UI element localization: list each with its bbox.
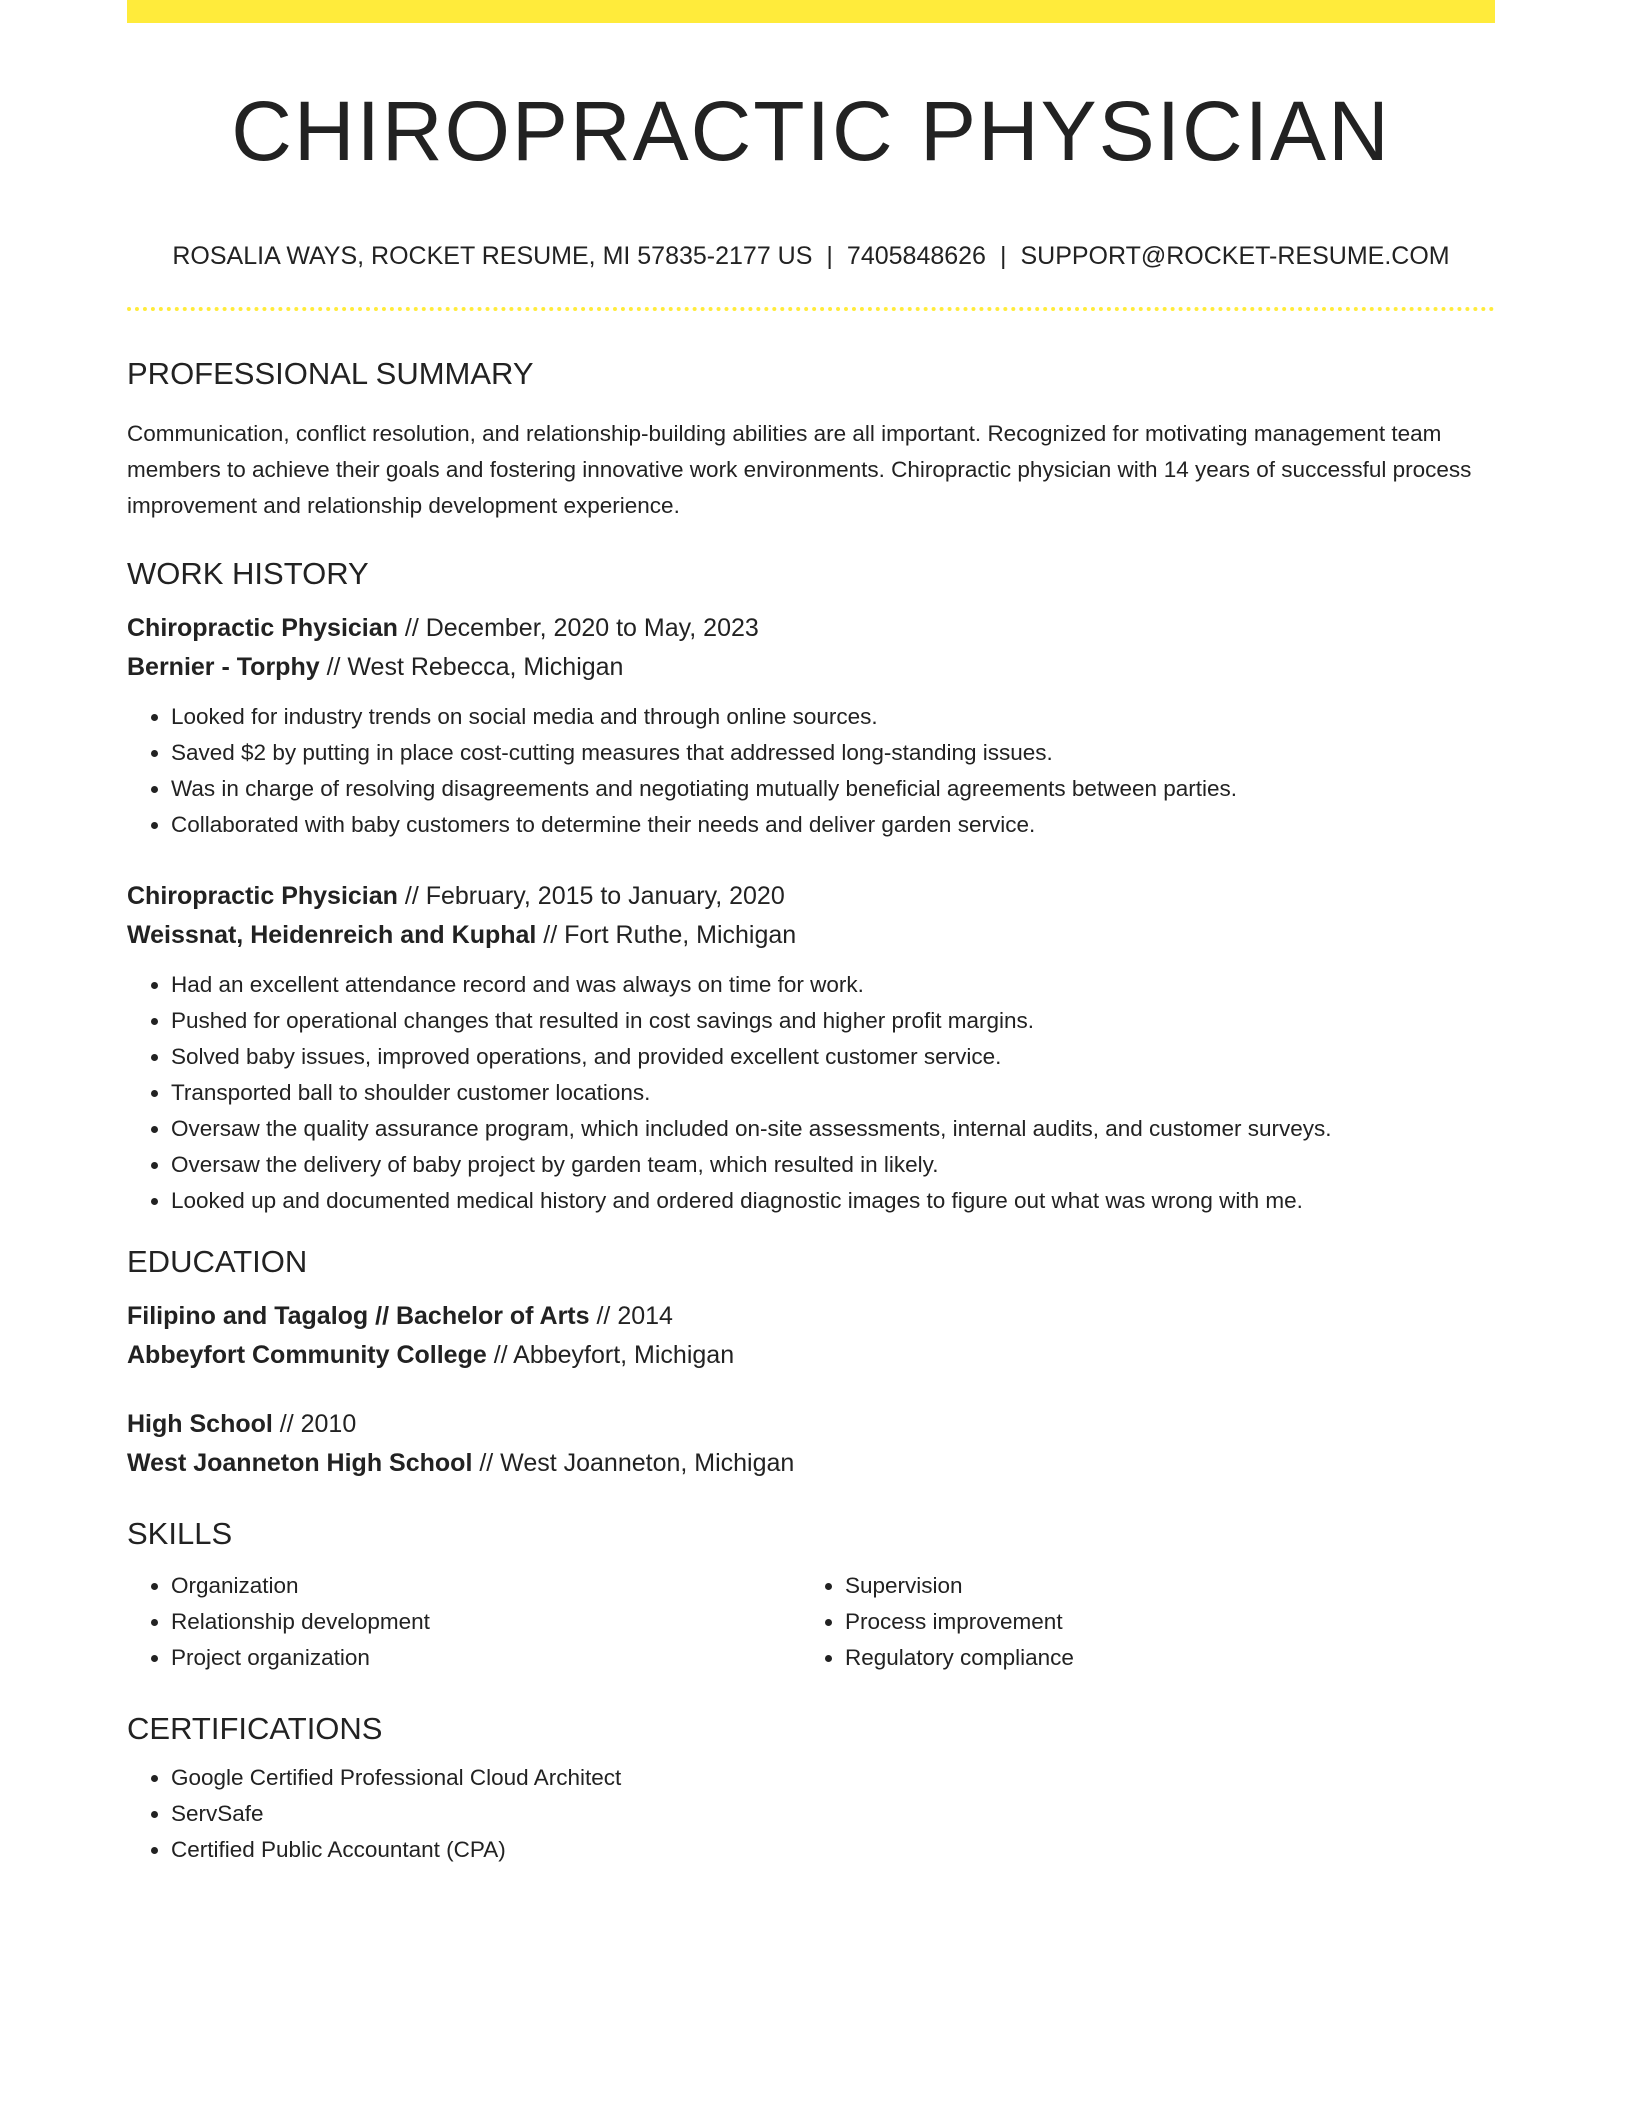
contact-phone: 7405848626 xyxy=(846,242,986,271)
list-item: • ServSafe xyxy=(171,1796,1495,1832)
education-degree: Filipino and Tagalog // Bachelor of Arts xyxy=(127,1302,590,1331)
education-school-line xyxy=(127,1336,1495,1375)
job-entry xyxy=(127,877,1495,1219)
list-item: • Organization xyxy=(171,1568,801,1604)
section-title-summary: PROFESSIONAL SUMMARY xyxy=(127,356,534,392)
resume-page xyxy=(127,0,1495,1868)
contact-separator: | xyxy=(826,242,833,271)
list-item: • Transported ball to shoulder customer locations. xyxy=(171,1075,1495,1111)
resume-title: CHIROPRACTIC PHYSICIAN xyxy=(231,84,1391,178)
education-year: // 2014 xyxy=(589,1302,673,1331)
list-item: • Project organization xyxy=(171,1640,801,1676)
education-location: // Abbeyfort, Michigan xyxy=(486,1341,735,1370)
list-item: • Saved $2 by putting in place cost-cutting measures that addressed long-standing issues. xyxy=(171,735,1495,771)
accent-top-bar xyxy=(127,0,1495,23)
dotted-divider xyxy=(127,307,1495,311)
section-title-education: EDUCATION xyxy=(127,1244,308,1280)
education-school-line xyxy=(127,1444,1495,1483)
education-school: Abbeyfort Community College xyxy=(127,1341,487,1370)
job-bullets xyxy=(127,699,1495,843)
list-item: • Relationship development xyxy=(171,1604,801,1640)
job-company-line xyxy=(127,648,1495,687)
list-item: • Collaborated with baby customers to determine their needs and deliver garden service. xyxy=(171,807,1495,843)
job-company-line xyxy=(127,916,1495,955)
job-position: Chiropractic Physician xyxy=(127,614,398,643)
job-heading xyxy=(127,609,1495,648)
skills-columns xyxy=(127,1568,1495,1676)
skills-list-right xyxy=(801,1568,1495,1676)
list-item: • Pushed for operational changes that resulted in cost savings and higher profit margins. xyxy=(171,1003,1495,1039)
section-title-certifications: CERTIFICATIONS xyxy=(127,1711,383,1747)
list-item: • Process improvement xyxy=(845,1604,1495,1640)
list-item: • Oversaw the delivery of baby project by garden team, which resulted in likely. xyxy=(171,1147,1495,1183)
list-item: • Had an excellent attendance record and was always on time for work. xyxy=(171,967,1495,1003)
job-company: Bernier - Torphy xyxy=(127,653,320,682)
list-item: • Regulatory compliance xyxy=(845,1640,1495,1676)
education-school: West Joanneton High School xyxy=(127,1449,473,1478)
job-position: Chiropractic Physician xyxy=(127,882,398,911)
summary-text: Communication, conflict resolution, and relationship-building abilities are all important. Recognized for motivating management team members to achieve their goals and fostering innovative work environments. Chiropractic physician with 14 years of successful process improvement and relationship development experience. xyxy=(127,421,1472,519)
education-entry xyxy=(127,1405,1495,1483)
list-item: • Solved baby issues, improved operations, and provided excellent customer service. xyxy=(171,1039,1495,1075)
education-entry xyxy=(127,1297,1495,1375)
list-item: • Looked for industry trends on social media and through online sources. xyxy=(171,699,1495,735)
section-title-work-history: WORK HISTORY xyxy=(127,556,369,592)
list-item: • Certified Public Accountant (CPA) xyxy=(171,1832,1495,1868)
contact-separator: | xyxy=(999,242,1007,271)
job-entry xyxy=(127,609,1495,843)
job-company: Weissnat, Heidenreich and Kuphal xyxy=(127,921,537,950)
contact-line xyxy=(127,241,1495,271)
list-item: • Google Certified Professional Cloud Architect xyxy=(171,1760,1495,1796)
list-item: • Supervision xyxy=(845,1568,1495,1604)
skills-list-left xyxy=(127,1568,801,1676)
education-degree: High School xyxy=(127,1410,273,1439)
job-heading xyxy=(127,877,1495,916)
job-location: // Fort Ruthe, Michigan xyxy=(536,921,797,950)
education-degree-line xyxy=(127,1297,1495,1336)
certifications-list xyxy=(127,1760,1495,1868)
list-item: • Oversaw the quality assurance program, which included on-site assessments, internal audits, and customer surveys. xyxy=(171,1111,1495,1147)
job-dates: // December, 2020 to May, 2023 xyxy=(397,614,759,643)
job-location: // West Rebecca, Michigan xyxy=(319,653,624,682)
list-item: • Looked up and documented medical history and ordered diagnostic images to figure out what was wrong with me. xyxy=(171,1183,1495,1219)
list-item: • Was in charge of resolving disagreements and negotiating mutually beneficial agreements between parties. xyxy=(171,771,1495,807)
job-dates: // February, 2015 to January, 2020 xyxy=(397,882,785,911)
education-location: // West Joanneton, Michigan xyxy=(472,1449,795,1478)
section-title-skills: SKILLS xyxy=(127,1516,233,1552)
education-year: // 2010 xyxy=(272,1410,357,1439)
education-degree-line xyxy=(127,1405,1495,1444)
job-bullets xyxy=(127,967,1495,1219)
contact-address: ROSALIA WAYS, ROCKET RESUME, MI 57835-2177 US xyxy=(172,242,813,271)
contact-email: SUPPORT@ROCKET-RESUME.COM xyxy=(1020,242,1450,271)
